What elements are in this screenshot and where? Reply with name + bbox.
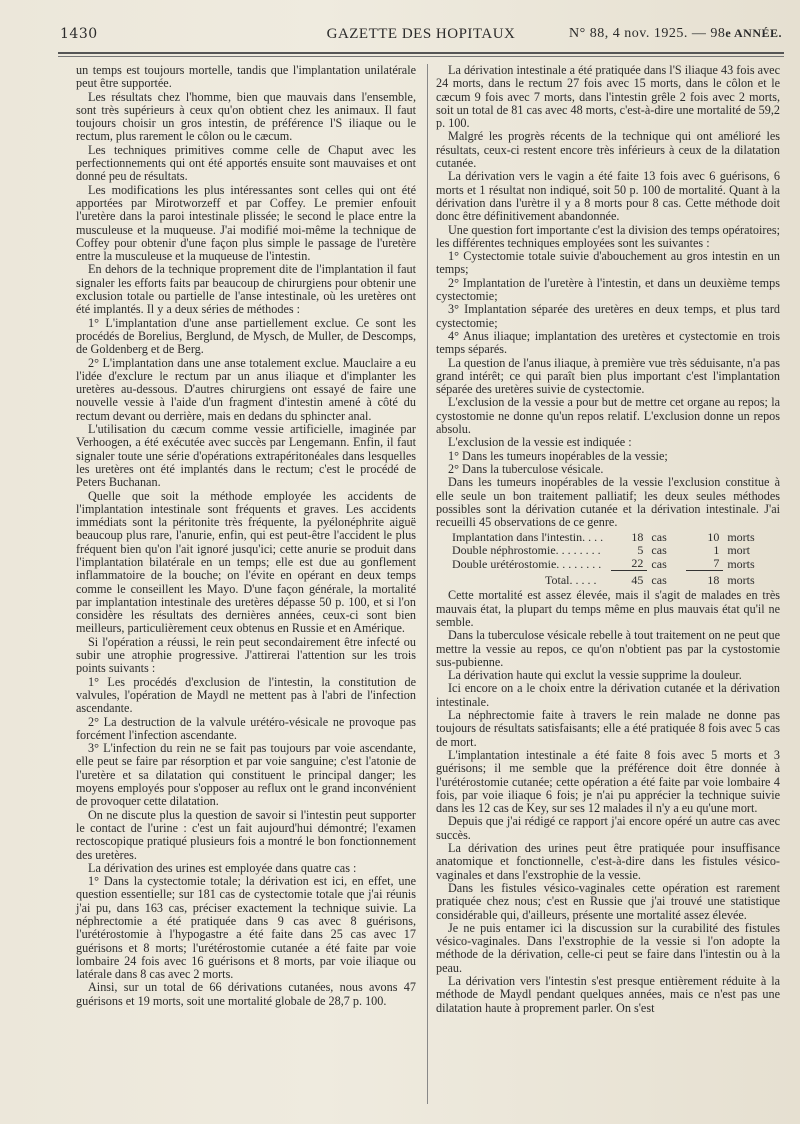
deaths-unit: morts — [727, 573, 755, 588]
paragraph: L'utilisation du cæcum comme vessie artificielle, imaginée par Verhoogen, a été exécutée avec succès par Lengemann. Enfin, il faut signaler toute une série d'opérations extrapéritonéales dans lesquelles les uretères ont été implantés dans le rectum; c'est le procédé de Peters Buchanan. — [76, 422, 416, 490]
left-column — [76, 64, 416, 1008]
paragraph: Cette mortalité est assez élevée, mais il s'agit de malades en très mauvais état, la plupart du temps même en plus mauvais état qu'il ne semble. — [436, 588, 780, 629]
issue-date: N° 88, 4 nov. 1925. — 98 — [569, 26, 726, 41]
paragraph: Les modifications les plus intéressantes sont celles qui ont été apportées par Mirotworzeff et par Coffey. Le premier enfouit l'uretère dans la paroi intestinale plissée; le second le place entre la musculeuse et la muqueuse. J'ai modifié moi-même la technique de Coffey pour obtenir d'une façon plus simple le passage de l'uretère entre la musculeuse et la muqueuse de l'intestin. — [76, 182, 416, 264]
cases-unit: cas — [651, 573, 667, 588]
paragraph: 2° Implantation de l'uretère à l'intestin, et dans un deuxième temps cystectomie; — [436, 275, 780, 304]
paragraph: un temps est toujours mortelle, tandis que l'implantation unilatérale peut être supportée. — [76, 63, 416, 91]
deaths-count: 10 — [707, 530, 720, 545]
paragraph: La question de l'anus iliaque, à première vue très séduisante, n'a pas grand intérêt; ce qui paraît bien plus important c'est l'implantation séparée des uretères suivie de cystectomie. — [436, 355, 780, 397]
paragraph: En dehors de la technique proprement dite de l'implantation il faut signaler les efforts faits par beaucoup de chirurgiens pour obtenir une exclusion totale ou partielle de l'anse intestinale, où les uretères ont été implantés. Il y a deux séries de méthodes : — [76, 262, 416, 317]
header-rule-thin — [58, 56, 784, 57]
row-label: Double urétérostomie. . . . . . . . — [452, 556, 602, 571]
paragraph: 1° L'implantation d'une anse partiellement exclue. Ce sont les procédés de Borelius, Berglund, de Mysch, de Muller, de Descomps, de Goldenberg et de Berg. — [76, 315, 416, 357]
deaths-unit: morts — [727, 556, 755, 571]
paragraph: Dans la tuberculose vésicale rebelle à tout traitement on ne peut que mettre la vessie au repos, ce qu'on n'obtient pas par la cystostomie sus-pubienne. — [436, 628, 780, 669]
table-row — [448, 557, 780, 571]
right-column — [436, 64, 780, 1015]
paragraph: 1° Cystectomie totale suivie d'abouchement au gros intestin en un temps; — [436, 249, 780, 277]
cases-count: 5 — [637, 543, 644, 558]
cases-unit: cas — [651, 543, 667, 558]
total-label: Total. . . . . — [545, 573, 597, 588]
deaths-count: 7 — [713, 556, 720, 571]
paragraph: La dérivation haute qui exclut la vessie supprime la douleur. — [448, 668, 742, 683]
header-rule — [58, 52, 784, 54]
paragraph: L'implantation intestinale a été faite 8 fois avec 5 morts et 3 guérisons; il me semble que la préférence doit être donnée à l'urétérostomie cutanée; cette opération a été faite par voie lombaire 4 fois, par voie iliaque 6 fois; je n'ai pu apprécier la technique suivie dans les 12 cas de Key, sur ses 12 malades il n'y a eu qu'une mort. — [436, 747, 780, 816]
cases-count: 18 — [631, 530, 644, 545]
paragraph: Malgré les progrès récents de la technique qui ont amélioré les résultats, ceux-ci restent encore très inférieurs à ceux de la dilatation cutanée. — [436, 129, 780, 171]
total-deaths: 18 — [686, 571, 723, 588]
paragraph: 3° Implantation séparée des uretères en deux temps, et plus tard cystectomie; — [436, 302, 780, 330]
paragraph: Dans les fistules vésico-vaginales cette opération est rarement pratiquée chez nous; c'est en Russie que j'ai trouvé une statistique considérable qui, d'ailleurs, présente une mortalité assez élevée. — [436, 880, 780, 922]
row-label: Implantation dans l'intestin. . . . — [452, 530, 604, 545]
paragraph: Ainsi, sur un total de 66 dérivations cutanées, nous avons 47 guérisons et 19 morts, soit une mortalité globale de 28,7 p. 100. — [76, 980, 416, 1008]
paragraph: Je ne puis entamer ici la discussion sur la curabilité des fistules vésico-vaginales. Dans l'exstrophie de la vessie si l'on adopte la méthode de la dérivation, celle-ci peut se faire dans l'intestin ou à la peau. — [436, 920, 780, 975]
paragraph: Depuis que j'ai rédigé ce rapport j'ai encore opéré un autre cas avec succès. — [436, 814, 780, 842]
paragraph: On ne discute plus la question de savoir si l'intestin peut supporter le contact de l'urine : c'est un fait aujourd'hui démontré; l'examen rectoscopique pratiqué plusieurs fois a montré le bon fonctionnement des uretères. — [76, 807, 416, 862]
paragraph: La dérivation vers le vagin a été faite 13 fois avec 6 guérisons, 6 morts et 1 résultat non indiqué, soit 50 p. 100 de mortalité. Quant à la dérivation dans l'urètre il y a 8 morts pour 8 cas. Cette méthode doit donc être définitivement abandonnée. — [436, 169, 780, 224]
column-divider — [427, 64, 428, 1104]
paragraph: Ici encore on a le choix entre la dérivation cutanée et la dérivation intestinale. — [436, 681, 780, 709]
paragraph: La dérivation intestinale a été pratiquée dans l'S iliaque 43 fois avec 24 morts, dans le rectum 27 fois avec 15 morts, dans le côlon et le cæcum 9 fois avec 7 morts, dans l'intestin grêle 2 fois avec 2 morts, soit un total de 81 cas avec 48 morts, c'est-à-dire une mortalité de 59,2 p. 100. — [436, 63, 780, 131]
cases-unit: cas — [651, 530, 667, 545]
paragraph: 2° La destruction de la valvule urétéro-vésicale ne provoque pas forcément l'infection ascendante. — [76, 714, 416, 742]
paragraph: 4° Anus iliaque; implantation des uretères et cystectomie en trois temps séparés. — [436, 328, 780, 357]
running-header — [60, 26, 782, 48]
paragraph: 1° Les procédés d'exclusion de l'intestin, la constitution de valvules, l'opération de Maydl ne mettent pas à l'abri de l'infection ascendante. — [76, 674, 416, 716]
paragraph: Si l'opération a réussi, le rein peut secondairement être infecté ou subir une atrophie progressive. J'attirerai l'attention sur les trois points suivants : — [76, 634, 416, 676]
deaths-unit: morts — [727, 530, 755, 545]
paragraph: L'exclusion de la vessie est indiquée : — [448, 435, 632, 450]
paragraph: Quelle que soit la méthode employée les accidents de l'implantation intestinale sont fréquents et graves. Les accidents immédiats sont la péritonite très fréquente, la pyélonéphrite aiguë beaucoup plus rare, l'anurie, enfin, qui est peut-être l'accident le plus fréquent bien qu'on l'ait ignoré jusqu'ici; cette anurie se produit dans l'implantation bilatérale en un temps; elle est due au gonflement inflammatoire de la bouche; on l'évite en opérant en deux temps comme le conseillent les Mayo. D'une façon générale, la mortalité par implantation intestinale des uretères dépasse 50 p. 100, et si l'on considère les résultats des dernières années, ceux-ci sont bien meilleurs, particulièrement ceux obtenus en Russie et en Amérique. — [76, 488, 416, 636]
paragraph: L'exclusion de la vessie a pour but de mettre cet organe au repos; la cystostomie ne donne qu'un repos relatif. L'exclusion donne un repos absolu. — [436, 395, 780, 437]
deaths-unit: mort — [727, 543, 750, 558]
paragraph: La néphrectomie faite à travers le rein malade ne donne pas toujours de résultats satisfaisants; elle a été pratiquée 8 fois avec 5 cas de mort. — [436, 708, 780, 749]
paragraph: 1° Dans la cystectomie totale; la dérivation est ici, en effet, une question essentielle; sur 181 cas de cystectomie totale que j'ai réunis j'ai pu, dans 163 cas, préciser exactement la technique suivie. La néphrectomie a été pratiquée dans 9 cas avec 8 guérisons, l'urétérostomie à l'hypogastre a été faite dans 25 cas avec 17 guérisons et 8 morts; l'urétérostomie cutanée a été faite par voie lombaire 24 fois avec 16 guérisons et 8 morts, par voie iliaque ou latérale dans 8 cas avec 2 morts. — [76, 874, 416, 982]
deaths-count: 1 — [713, 543, 720, 558]
total-cases: 45 — [611, 571, 648, 588]
cases-count: 22 — [631, 556, 644, 571]
cases-unit: cas — [651, 556, 667, 571]
issue-info — [569, 26, 782, 42]
paragraph: Dans les tumeurs inopérables de la vessie l'exclusion constitue à elle seule un bon traitement palliatif; les deux seules méthodes possibles sont la dérivation cutanée et la dérivation intestinale. J'ai recueilli 45 observations de ce genre. — [436, 475, 780, 530]
page-number: 1430 — [60, 26, 98, 42]
issue-year-suffix: e ANNÉE. — [725, 26, 782, 40]
mortality-table — [448, 531, 780, 587]
paragraph: 3° L'infection du rein ne se fait pas toujours par voie ascendante, elle peut se faire par résorption et par voie sanguine; c'est l'atonie de l'uretère et sa dilatation qui constituent le principal danger; les moyens employés pour s'opposer au reflux ont le grand inconvénient de provoquer cette dilatation. — [76, 741, 416, 809]
table-row — [448, 544, 780, 557]
paragraph: La dérivation vers l'intestin s'est presque entièrement réduite à la méthode de Maydl pendant quelques années, mais ce n'est pas une dilatation haute à proprement parler. On s'est — [436, 974, 780, 1015]
paragraph: La dérivation des urines est employée dans quatre cas : — [88, 860, 357, 875]
paragraph: 2° Dans la tuberculose vésicale. — [448, 461, 604, 476]
paragraph: Les résultats chez l'homme, bien que mauvais dans l'ensemble, sont très supérieurs à ceux qu'on obtient chez les animaux. Il faut toujours choisir un gros intestin, de préférence l'S iliaque ou le rectum, plus rarement le côlon ou le cæcum. — [76, 89, 416, 144]
paragraph: 2° L'implantation dans une anse totalement exclue. Mauclaire a eu l'idée d'exclure le rectum par un anus iliaque et d'implanter les uretères au-dessous. D'autres chirurgiens ont essayé de faire une nouvelle vessie à l'aide d'un fragment d'intestin amené à côté du rectum devant ou derrière, mais en dedans du sphincter anal. — [76, 355, 416, 423]
journal-title: GAZETTE DES HOPITAUX — [326, 26, 516, 42]
paragraph: 1° Dans les tumeurs inopérables de la vessie; — [448, 448, 668, 463]
table-total-row — [448, 571, 780, 588]
paragraph: Les techniques primitives comme celle de Chaput avec les perfectionnements qui ont été apportés ensuite sont mauvaises et ont donné peu de résultats. — [76, 142, 416, 184]
paragraph: La dérivation des urines peut être pratiquée pour insuffisance anatomique et fonctionnelle, c'est-à-dire dans les fistules vésico-vaginales et dans l'exstrophie de la vessie. — [436, 841, 780, 882]
paragraph: Une question fort importante c'est la division des temps opératoires; les différentes techniques employées sont les suivantes : — [436, 222, 780, 250]
row-label: Double néphrostomie. . . . . . . . — [452, 543, 601, 558]
